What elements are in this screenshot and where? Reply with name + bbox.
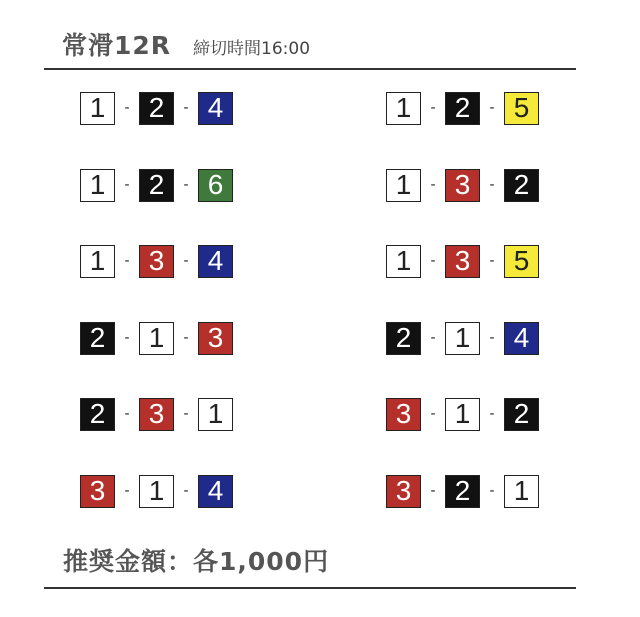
separator: - [183, 483, 189, 499]
boat-number-3: 3 [386, 398, 421, 431]
separator: - [124, 406, 130, 422]
combination [386, 244, 539, 278]
boat-number-1: 1 [386, 169, 421, 202]
separator: - [430, 406, 436, 422]
boat-number-2: 2 [445, 92, 480, 125]
boat-number-1: 1 [445, 322, 480, 355]
boat-number-1: 1 [80, 245, 115, 278]
separator: - [183, 100, 189, 116]
bottom-divider [44, 587, 576, 589]
combination [386, 321, 539, 355]
boat-number-4: 4 [504, 322, 539, 355]
boat-number-5: 5 [504, 92, 539, 125]
boat-number-2: 2 [445, 475, 480, 508]
boat-number-3: 3 [139, 245, 174, 278]
separator: - [183, 406, 189, 422]
boat-number-1: 1 [386, 92, 421, 125]
separator: - [124, 483, 130, 499]
combination [386, 91, 539, 125]
combination [386, 474, 539, 508]
boat-number-1: 1 [386, 245, 421, 278]
boat-number-2: 2 [386, 322, 421, 355]
separator: - [489, 177, 495, 193]
separator: - [430, 253, 436, 269]
boat-number-3: 3 [386, 475, 421, 508]
separator: - [430, 330, 436, 346]
boat-number-1: 1 [504, 475, 539, 508]
boat-number-3: 3 [139, 398, 174, 431]
boat-number-2: 2 [504, 398, 539, 431]
separator: - [183, 330, 189, 346]
boat-number-3: 3 [445, 245, 480, 278]
boat-number-1: 1 [139, 475, 174, 508]
separator: - [124, 330, 130, 346]
boat-number-1: 1 [80, 92, 115, 125]
boat-number-2: 2 [80, 398, 115, 431]
recommended-amount: 推奨金額：各1,000円 [63, 547, 330, 576]
separator: - [489, 330, 495, 346]
separator: - [430, 100, 436, 116]
boat-number-3: 3 [445, 169, 480, 202]
separator: - [489, 483, 495, 499]
combination [80, 91, 233, 125]
combination [80, 321, 233, 355]
separator: - [489, 100, 495, 116]
separator: - [183, 177, 189, 193]
separator: - [183, 253, 189, 269]
boat-number-1: 1 [445, 398, 480, 431]
separator: - [124, 253, 130, 269]
boat-number-4: 4 [198, 92, 233, 125]
combination [80, 168, 233, 202]
boat-number-5: 5 [504, 245, 539, 278]
boat-number-2: 2 [139, 169, 174, 202]
combination [386, 168, 539, 202]
boat-number-1: 1 [80, 169, 115, 202]
separator: - [430, 177, 436, 193]
boat-number-2: 2 [504, 169, 539, 202]
combination [80, 474, 233, 508]
combination [80, 397, 233, 431]
combination [80, 244, 233, 278]
boat-number-1: 1 [198, 398, 233, 431]
race-title: 常滑12R [62, 31, 172, 60]
boat-number-2: 2 [80, 322, 115, 355]
deadline-time: 締切時間16:00 [193, 39, 311, 59]
separator: - [124, 100, 130, 116]
separator: - [489, 253, 495, 269]
separator: - [430, 483, 436, 499]
boat-number-1: 1 [139, 322, 174, 355]
boat-number-4: 4 [198, 475, 233, 508]
boat-number-2: 2 [139, 92, 174, 125]
separator: - [489, 406, 495, 422]
boat-number-4: 4 [198, 245, 233, 278]
combination [386, 397, 539, 431]
separator: - [124, 177, 130, 193]
boat-number-3: 3 [198, 322, 233, 355]
boat-number-6: 6 [198, 169, 233, 202]
boat-number-3: 3 [80, 475, 115, 508]
